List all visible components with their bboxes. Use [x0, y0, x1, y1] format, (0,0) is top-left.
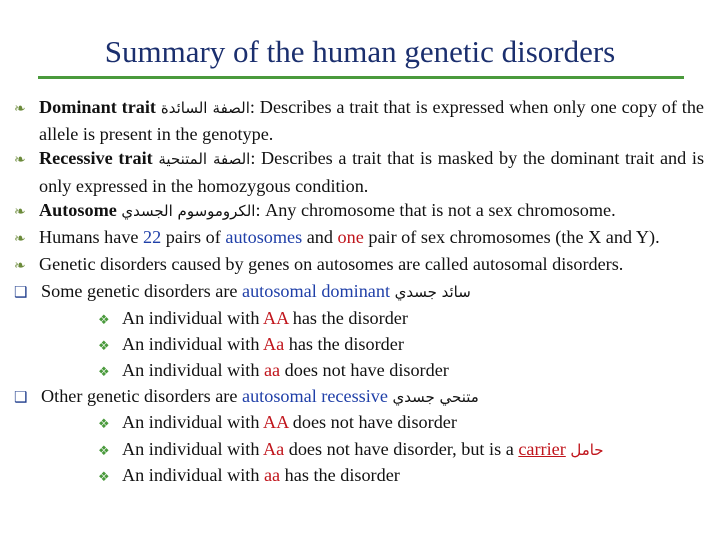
carrier-arabic: حامل: [570, 440, 604, 459]
title-underline: [38, 76, 684, 79]
bullet-autosome: [14, 198, 704, 225]
sub-text-1: An individual with: [122, 464, 264, 485]
sub-text-2: has the disorder: [288, 307, 408, 328]
diamond-bullet-icon: ❖: [98, 364, 110, 380]
sub-bullet: [14, 332, 704, 358]
humans-count-22: 22: [143, 227, 162, 248]
humans-autosomes: autosomes: [225, 227, 303, 248]
square-bullet-icon: ❑: [14, 285, 28, 302]
diamond-bullet-icon: ❖: [98, 468, 110, 484]
diamond-bullet-icon: ❖: [98, 442, 110, 458]
recessive-label: Recessive trait: [39, 148, 153, 169]
slide-title: Summary of the human genetic disorders: [104, 34, 616, 69]
some-arabic: سائد جسدي: [394, 283, 471, 302]
leaf-bullet-icon: ❧: [14, 204, 26, 220]
sub-genotype: aa: [263, 464, 281, 485]
sub-genotype: Aa: [262, 333, 285, 354]
diamond-bullet-icon: ❖: [98, 311, 110, 327]
sub-text-1: An individual with: [122, 438, 263, 459]
bullet-other: [14, 384, 704, 410]
sub-text-1: An individual with: [122, 307, 263, 328]
sub-text-2: has the disorder: [280, 464, 400, 485]
slide-body: [14, 95, 704, 489]
diamond-bullet-icon: ❖: [98, 337, 110, 353]
sub-text-2: has the disorder: [284, 333, 404, 354]
genetic-text: Genetic disorders caused by genes on autosomes are called autosomal disorders.: [39, 254, 624, 275]
sub-text-1: An individual with: [122, 360, 264, 381]
sub-genotype: aa: [263, 360, 281, 381]
sub-text-2: does not have disorder: [280, 360, 449, 381]
some-blue: autosomal dominant: [242, 281, 391, 302]
carrier-word: carrier: [518, 438, 566, 459]
dominant-arabic: الصفة السائدة: [160, 99, 250, 117]
sub-bullet: [14, 437, 704, 463]
diamond-bullet-icon: ❖: [98, 416, 110, 432]
sub-genotype: AA: [262, 307, 289, 328]
leaf-bullet-icon: ❧: [14, 102, 26, 117]
sub-bullet: [14, 463, 704, 489]
humans-text-2: pairs of: [161, 227, 226, 248]
humans-one: one: [337, 227, 364, 248]
square-bullet-icon: ❑: [14, 390, 28, 407]
some-text: Some genetic disorders are: [41, 281, 243, 302]
autosome-text: : Any chromosome that is not a sex chromosome.: [255, 199, 616, 220]
bullet-dominant: [14, 95, 704, 146]
recessive-text: : Describes a trait that is masked by the dominant trait and is only expressed in the homozygous condition.: [39, 148, 705, 196]
recessive-arabic: الصفة المتنحية: [158, 150, 251, 169]
dominant-label: Dominant trait: [39, 97, 156, 117]
sub-text-1: An individual with: [122, 333, 263, 354]
sub-text-2: does not have disorder, but is a: [284, 438, 519, 459]
sub-text-2: does not have disorder: [288, 412, 457, 433]
sub-text-1: An individual with: [122, 412, 263, 433]
sub-bullet: [14, 410, 704, 436]
autosome-arabic: الكروموسوم الجسدي: [121, 201, 256, 220]
other-blue: autosomal recessive: [242, 386, 388, 407]
bullet-humans: [14, 225, 704, 252]
dominant-text: : Describes a trait that is expressed when only one copy of the allele is present in the genotype.: [39, 97, 705, 145]
other-arabic: متنحي جسدي: [392, 388, 479, 407]
sub-genotype: AA: [262, 412, 289, 433]
bullet-genetic: [14, 252, 704, 279]
humans-text-4: pair of sex chromosomes (the X and Y).: [363, 227, 660, 248]
leaf-bullet-icon: ❧: [14, 232, 26, 248]
sub-bullet: [14, 358, 704, 384]
humans-text-1: Humans have: [39, 227, 144, 248]
autosome-label: Autosome: [39, 199, 117, 220]
bullet-recessive: [14, 146, 704, 197]
sub-genotype: Aa: [262, 438, 285, 459]
humans-text-3: and: [302, 227, 338, 248]
sub-bullet: [14, 306, 704, 332]
leaf-bullet-icon: ❧: [14, 259, 26, 275]
leaf-bullet-icon: ❧: [14, 153, 26, 169]
other-text: Other genetic disorders are: [41, 386, 242, 407]
bullet-some: [14, 279, 704, 305]
